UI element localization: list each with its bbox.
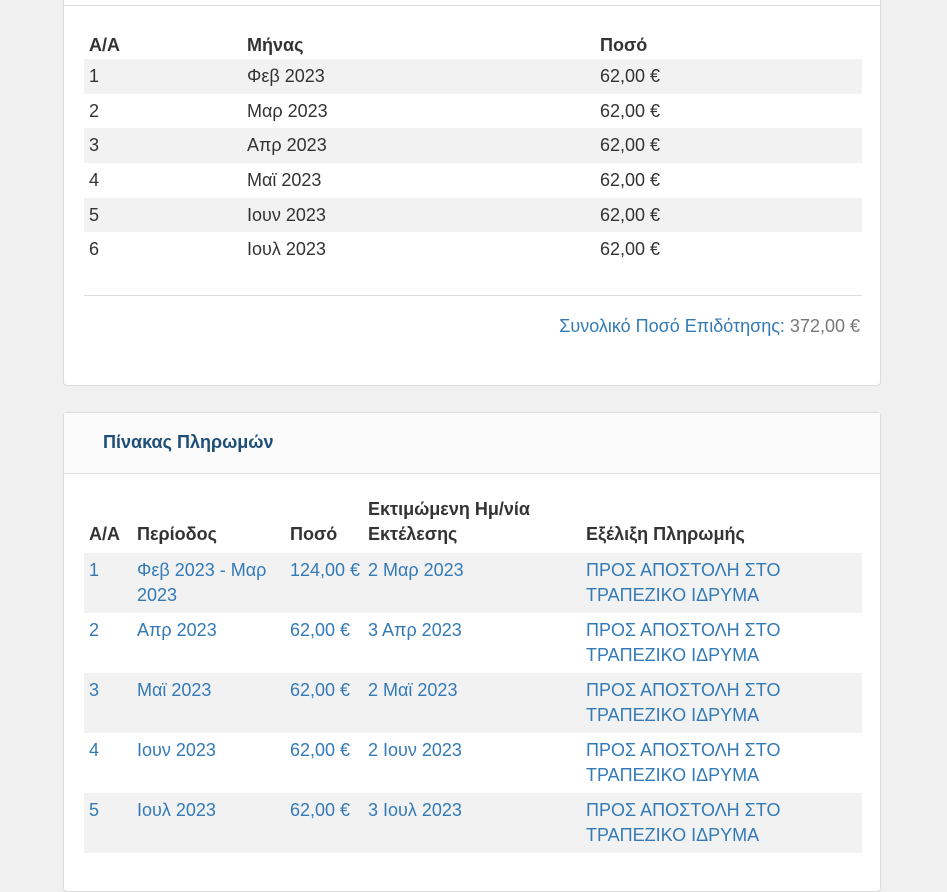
months-table (84, 31, 862, 267)
payment-number[interactable]: 4 (89, 740, 100, 760)
row-amount: 62,00 € (595, 59, 862, 94)
payment-period[interactable]: Απρ 2023 (137, 620, 217, 640)
table-row (84, 59, 862, 94)
row-month: Φεβ 2023 (242, 59, 595, 94)
row-amount: 62,00 € (600, 100, 661, 121)
payment-amount[interactable]: 62,00 € (290, 740, 351, 760)
row-number: 3 (84, 128, 242, 163)
table-row (84, 163, 862, 198)
row-month: Μαϊ 2023 (247, 169, 322, 190)
payment-number[interactable]: 5 (84, 793, 132, 853)
total-subsidy (559, 316, 860, 337)
divider (84, 295, 862, 296)
payment-date[interactable]: 3 Απρ 2023 (368, 620, 462, 640)
row-amount: 62,00 € (600, 169, 661, 190)
payment-date[interactable]: 2 Μαϊ 2023 (363, 673, 581, 733)
row-amount: 62,00 € (600, 239, 661, 260)
payments-title: Πίνακας Πληρωμών (103, 432, 274, 452)
payment-amount[interactable]: 62,00 € (285, 673, 363, 733)
column-header-period: Περίοδος (137, 524, 217, 544)
payment-period[interactable]: Ιουλ 2023 (132, 793, 285, 853)
payment-period[interactable]: Μαϊ 2023 (132, 673, 285, 733)
payment-status[interactable]: ΠΡΟΣ ΑΠΟΣΤΟΛΗ ΣΤΟ ΤΡΑΠΕΖΙΚΟ ΙΔΡΥΜΑ (586, 740, 781, 785)
total-subsidy-value: 372,00 € (789, 316, 860, 336)
table-row[interactable] (84, 733, 862, 793)
table-row (84, 232, 862, 267)
column-header-aa: Α/Α (89, 524, 120, 544)
column-header-amount: Ποσό (600, 34, 648, 55)
column-header-month: Μήνας (247, 34, 304, 55)
column-header-aa: Α/Α (89, 34, 120, 55)
payments-panel (63, 412, 881, 892)
payment-amount[interactable]: 62,00 € (285, 793, 363, 853)
total-subsidy-label: Συνολικό Ποσό Επιδότησης: (559, 316, 785, 336)
row-number: 4 (89, 169, 100, 190)
payment-date[interactable]: 2 Μαρ 2023 (363, 553, 581, 613)
subsidy-months-panel (63, 0, 881, 386)
column-header-amount: Ποσό (290, 524, 338, 544)
table-row[interactable] (84, 613, 862, 673)
payment-status[interactable]: ΠΡΟΣ ΑΠΟΣΤΟΛΗ ΣΤΟ ΤΡΑΠΕΖΙΚΟ ΙΔΡΥΜΑ (581, 553, 862, 613)
row-amount: 62,00 € (595, 198, 862, 233)
table-row[interactable] (84, 673, 862, 733)
row-number: 5 (84, 198, 242, 233)
payment-period[interactable]: Φεβ 2023 - Μαρ 2023 (132, 553, 285, 613)
payment-amount[interactable]: 124,00 € (285, 553, 363, 613)
payment-date[interactable]: 3 Ιουλ 2023 (363, 793, 581, 853)
row-month: Ιουν 2023 (242, 198, 595, 233)
row-month: Μαρ 2023 (247, 100, 328, 121)
payment-number[interactable]: 3 (84, 673, 132, 733)
row-month: Απρ 2023 (242, 128, 595, 163)
row-number: 2 (89, 100, 100, 121)
column-header-payment-status: Εξέλιξη Πληρωμής (586, 524, 745, 544)
column-header-estimated-date: Εκτιμώμενη Ημ/νία Εκτέλεσης (368, 499, 530, 544)
row-month: Ιουλ 2023 (247, 239, 326, 260)
table-row (84, 198, 862, 233)
table-row[interactable] (84, 553, 862, 613)
payment-number[interactable]: 2 (89, 620, 100, 640)
payment-period[interactable]: Ιουν 2023 (137, 740, 216, 760)
payments-panel-heading (64, 413, 880, 474)
row-number: 6 (89, 239, 100, 260)
payments-table (84, 497, 862, 853)
row-amount: 62,00 € (595, 128, 862, 163)
divider (64, 5, 880, 6)
table-header-row (84, 31, 862, 59)
payment-number[interactable]: 1 (84, 553, 132, 613)
table-row[interactable] (84, 793, 862, 853)
table-row (84, 128, 862, 163)
row-number: 1 (84, 59, 242, 94)
payment-amount[interactable]: 62,00 € (290, 620, 351, 640)
table-header-row (84, 497, 862, 553)
payment-status[interactable]: ΠΡΟΣ ΑΠΟΣΤΟΛΗ ΣΤΟ ΤΡΑΠΕΖΙΚΟ ΙΔΡΥΜΑ (581, 673, 862, 733)
table-row (84, 94, 862, 129)
payment-status[interactable]: ΠΡΟΣ ΑΠΟΣΤΟΛΗ ΣΤΟ ΤΡΑΠΕΖΙΚΟ ΙΔΡΥΜΑ (586, 620, 781, 665)
payment-date[interactable]: 2 Ιουν 2023 (368, 740, 462, 760)
payment-status[interactable]: ΠΡΟΣ ΑΠΟΣΤΟΛΗ ΣΤΟ ΤΡΑΠΕΖΙΚΟ ΙΔΡΥΜΑ (581, 793, 862, 853)
